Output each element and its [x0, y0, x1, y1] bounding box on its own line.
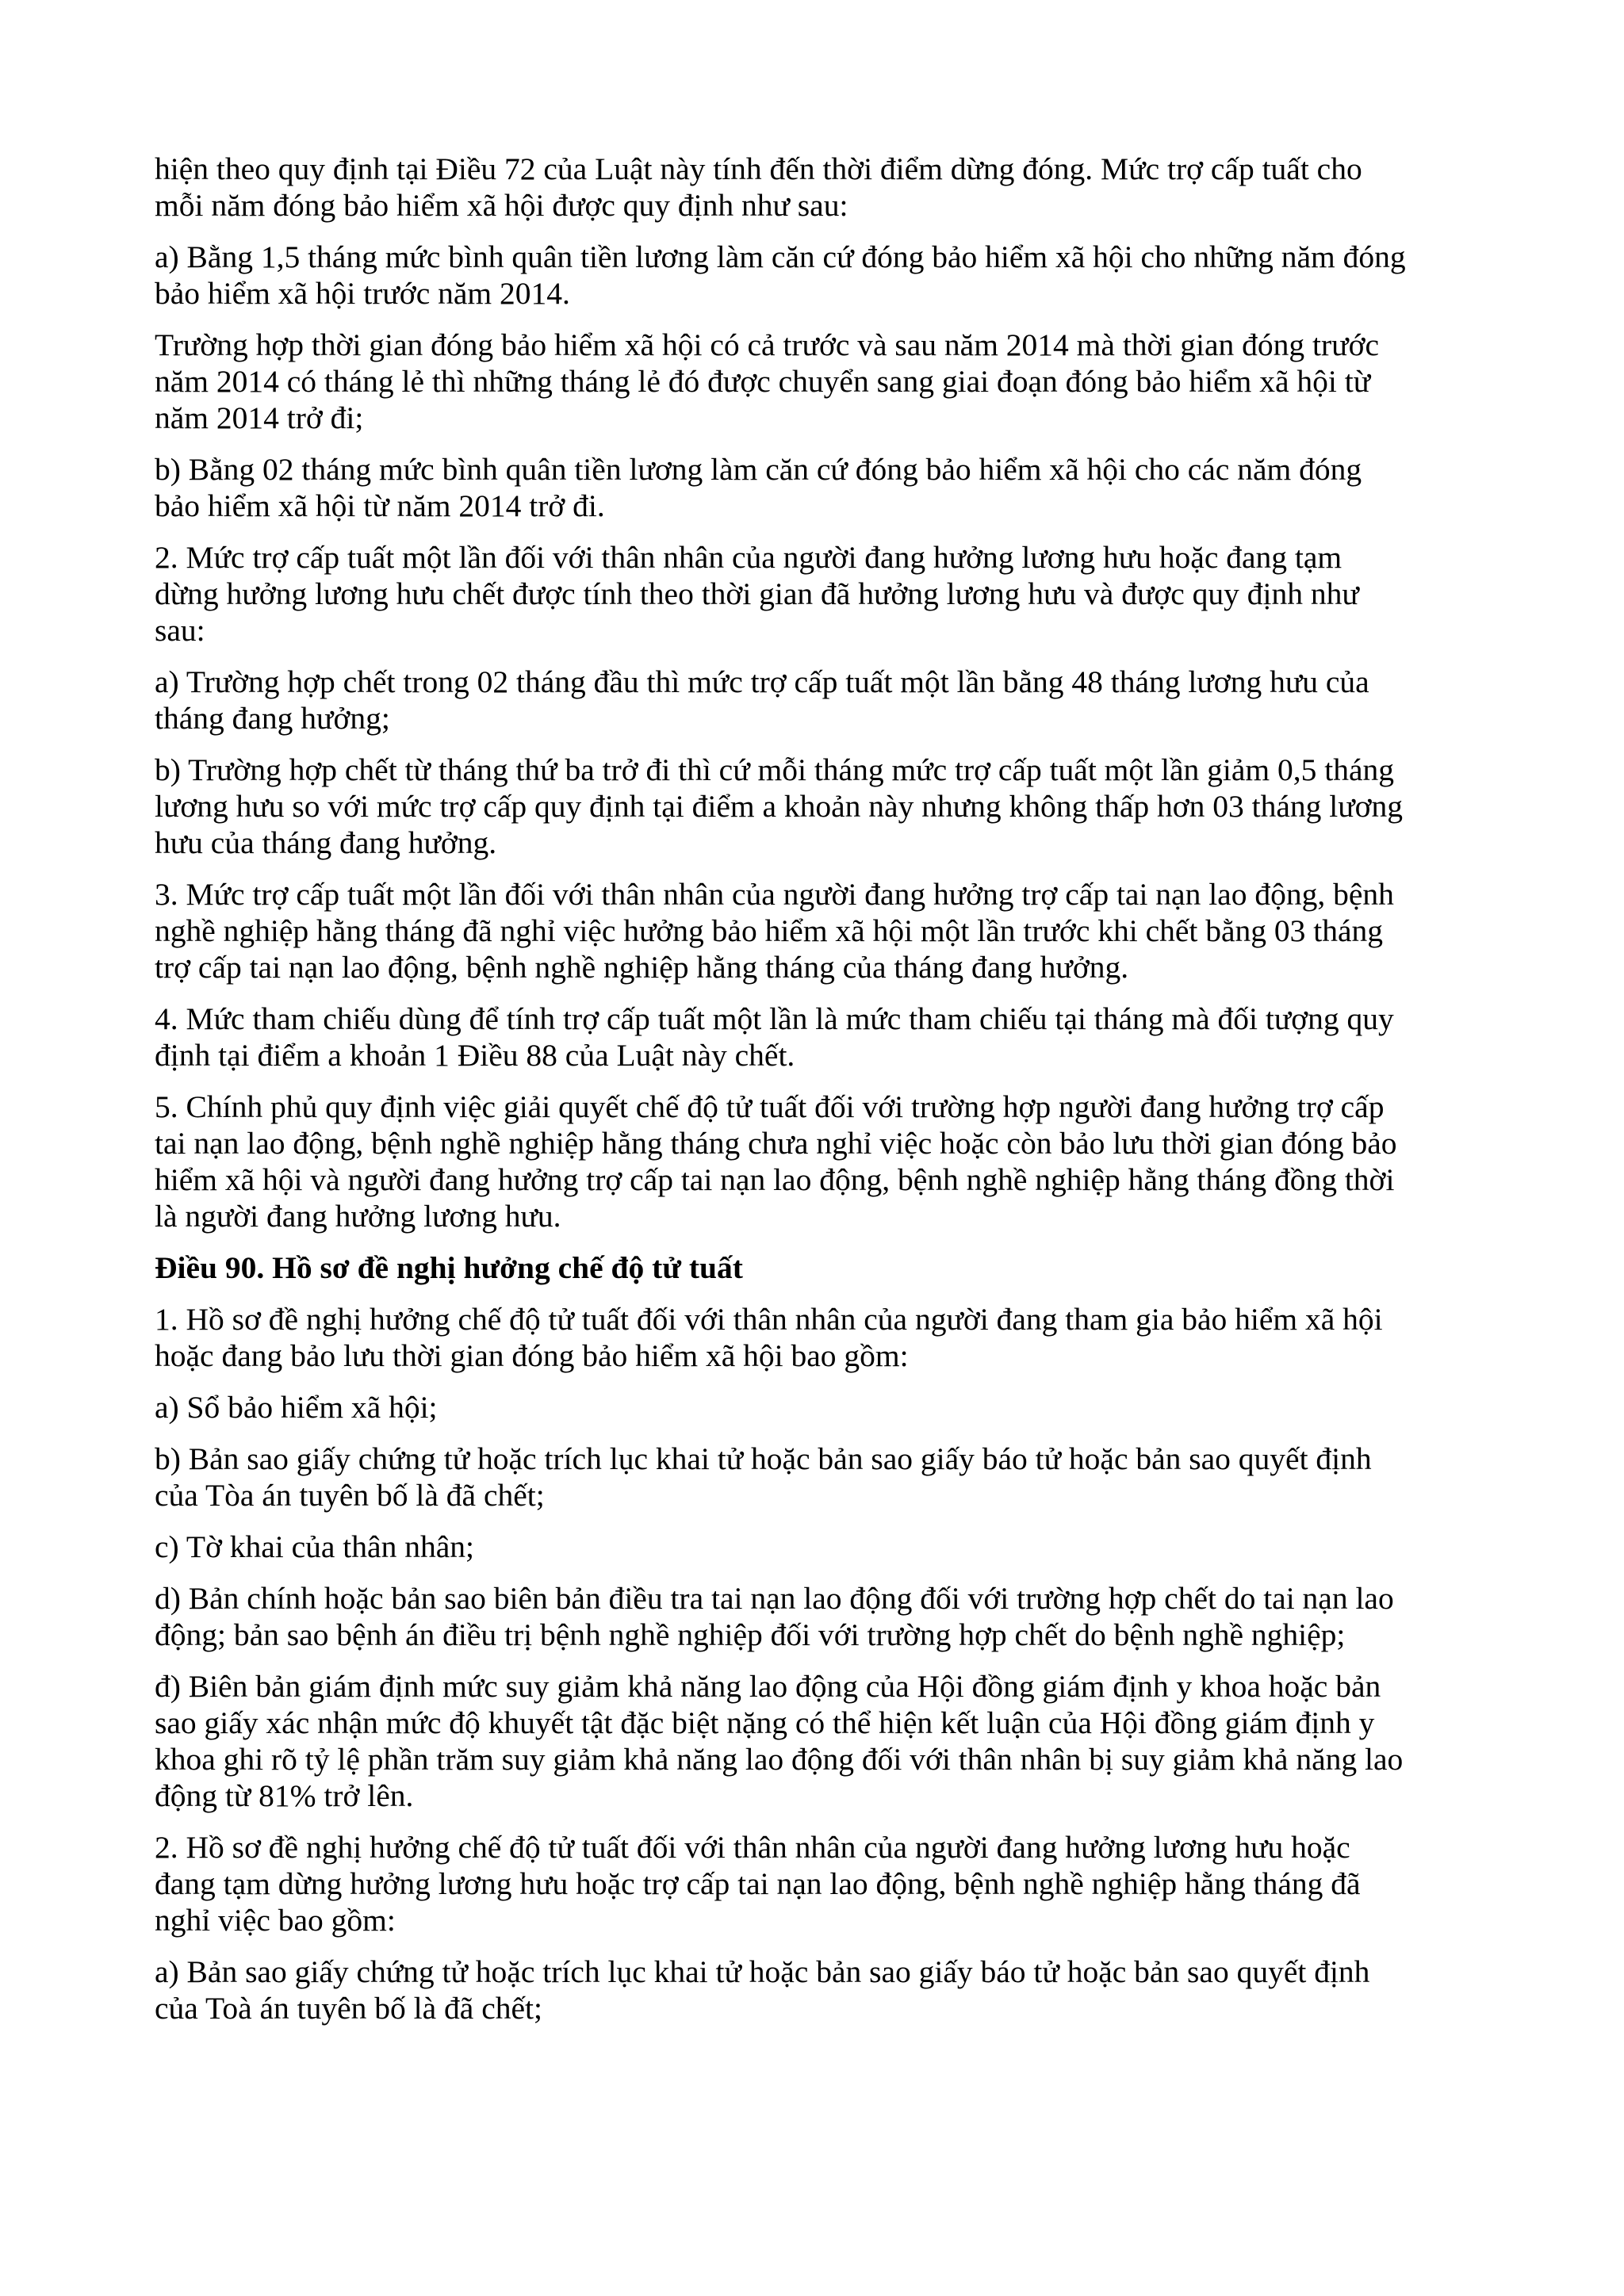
paragraph-p05: 2. Mức trợ cấp tuất một lần đối với thân nhân của người đang hưởng lương hưu hoặc đang tạm dừng hưởng lương hưu chết được tính theo thời gian đã hưởng lương hưu và được quy định như sau: — [155, 540, 1359, 648]
paragraph-p15: d) Bản chính hoặc bản sao biên bản điều tra tai nạn lao động đối với trường hợp chết do tai nạn lao động; bản sao bệnh án điều trị bệnh nghề nghiệp đối với trường hợp chết do bệnh nghề nghiệp; — [155, 1581, 1394, 1652]
paragraph-p08: 3. Mức trợ cấp tuất một lần đối với thân nhân của người đang hưởng trợ cấp tai nạn lao động, bệnh nghề nghiệp hằng tháng đã nghỉ việc hưởng bảo hiểm xã hội một lần trước khi chết bằng 03 tháng trợ cấp tai nạn lao động, bệnh nghề nghiệp hằng tháng của tháng đang hưởng. — [155, 877, 1394, 985]
paragraph-p12: a) Sổ bảo hiểm xã hội; — [155, 1390, 438, 1425]
paragraph-p10: 5. Chính phủ quy định việc giải quyết chế độ tử tuất đối với trường hợp người đang hưởng trợ cấp tai nạn lao động, bệnh nghề nghiệp hằng tháng chưa nghỉ việc hoặc còn bảo lưu thời gian đóng bảo hiểm xã hội và người đang hưởng trợ cấp tai nạn lao động, bệnh nghề nghiệp hằng tháng đồng thời là người đang hưởng lương hưu. — [155, 1089, 1397, 1234]
paragraph-p14: c) Tờ khai của thân nhân; — [155, 1529, 474, 1564]
paragraph-p03: Trường hợp thời gian đóng bảo hiểm xã hội có cả trước và sau năm 2014 mà thời gian đóng trước năm 2014 có tháng lẻ thì những tháng lẻ đó được chuyển sang giai đoạn đóng bảo hiểm xã hội từ năm 2014 trở đi; — [155, 327, 1379, 435]
paragraph-p02: a) Bằng 1,5 tháng mức bình quân tiền lương làm căn cứ đóng bảo hiểm xã hội cho những năm đóng bảo hiểm xã hội trước năm 2014. — [155, 239, 1406, 311]
paragraph-p01: hiện theo quy định tại Điều 72 của Luật này tính đến thời điểm dừng đóng. Mức trợ cấp tuất cho mỗi năm đóng bảo hiểm xã hội được quy định như sau: — [155, 151, 1362, 223]
paragraph-p06: a) Trường hợp chết trong 02 tháng đầu thì mức trợ cấp tuất một lần bằng 48 tháng lương hưu của tháng đang hưởng; — [155, 664, 1369, 736]
document-page — [155, 151, 1471, 2042]
paragraph-p09: 4. Mức tham chiếu dùng để tính trợ cấp tuất một lần là mức tham chiếu tại tháng mà đối tượng quy định tại điểm a khoản 1 Điều 88 của Luật này chết. — [155, 1001, 1394, 1073]
paragraph-p11: 1. Hồ sơ đề nghị hưởng chế độ tử tuất đối với thân nhân của người đang tham gia bảo hiểm xã hội hoặc đang bảo lưu thời gian đóng bảo hiểm xã hội bao gồm: — [155, 1302, 1383, 1373]
article-90-heading: Điều 90. Hồ sơ đề nghị hưởng chế độ tử tuất — [155, 1250, 743, 1285]
paragraph-p07: b) Trường hợp chết từ tháng thứ ba trở đi thì cứ mỗi tháng mức trợ cấp tuất một lần giảm 0,5 tháng lương hưu so với mức trợ cấp quy định tại điểm a khoản này nhưng không thấp hơn 03 tháng lương hưu của tháng đang hưởng. — [155, 752, 1404, 860]
paragraph-p04: b) Bằng 02 tháng mức bình quân tiền lương làm căn cứ đóng bảo hiểm xã hội cho các năm đóng bảo hiểm xã hội từ năm 2014 trở đi. — [155, 452, 1362, 523]
paragraph-p16: đ) Biên bản giám định mức suy giảm khả năng lao động của Hội đồng giám định y khoa hoặc bản sao giấy xác nhận mức độ khuyết tật đặc biệt nặng có thể hiện kết luận của Hội đồng giám định y khoa ghi rõ tỷ lệ phần trăm suy giảm khả năng lao động đối với thân nhân bị suy giảm khả năng lao động từ 81% trở lên. — [155, 1669, 1404, 1813]
paragraph-p18: a) Bản sao giấy chứng tử hoặc trích lục khai tử hoặc bản sao giấy báo tử hoặc bản sao quyết định của Toà án tuyên bố là đã chết; — [155, 1954, 1370, 2026]
paragraph-p17: 2. Hồ sơ đề nghị hưởng chế độ tử tuất đối với thân nhân của người đang hưởng lương hưu hoặc đang tạm dừng hưởng lương hưu hoặc trợ cấp tai nạn lao động, bệnh nghề nghiệp hằng tháng đã nghỉ việc bao gồm: — [155, 1830, 1361, 1938]
paragraph-p13: b) Bản sao giấy chứng tử hoặc trích lục khai tử hoặc bản sao giấy báo tử hoặc bản sao quyết định của Tòa án tuyên bố là đã chết; — [155, 1441, 1372, 1513]
